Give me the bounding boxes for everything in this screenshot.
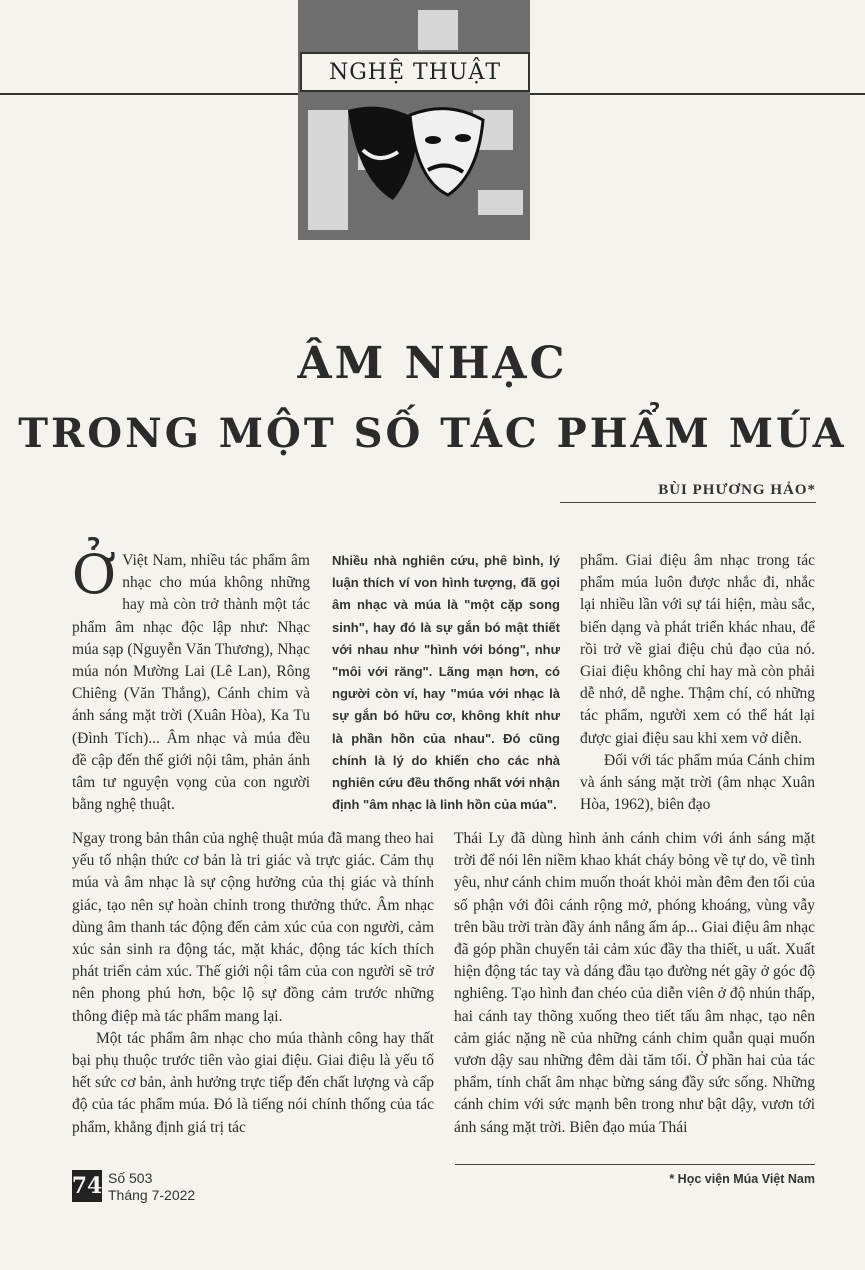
section-title: NGHỆ THUẬT bbox=[300, 52, 530, 92]
article-title-line-2: TRONG MỘT SỐ TÁC PHẨM MÚA bbox=[18, 410, 847, 457]
pull-quote: Nhiều nhà nghiên cứu, phê bình, lý luận thích ví von hình tượng, đã gọi âm nhạc và múa là "một cặp song sinh", hay đó là sự gắn bó mật thiết với nhau như "hình với bóng", như "môi với răng". Lãng mạn hơn, có người còn ví, hay "múa với nhạc là sự gắn bó hữu cơ, không khít như là phần hồn của nhau". Đó cũng chính là lý do khiến cho các nhà nghiên cứu đều thống nhất với nhận định "âm nhạc là linh hồn của múa". bbox=[332, 553, 560, 813]
column-3-top bbox=[580, 550, 815, 816]
drop-cap: Ở bbox=[72, 543, 117, 606]
column-1-body bbox=[72, 828, 434, 1139]
section-banner bbox=[298, 0, 530, 240]
theatre-masks-illustration bbox=[298, 0, 530, 240]
paragraph: Một tác phẩm âm nhạc cho múa thành công hay thất bại phụ thuộc trước tiên vào giai điệu. Giai điệu là yếu tố hết sức cơ bản, ảnh hưởng trực tiếp đến chất lượng và cấp độ của tác phẩm múa. Đó là tiếng nói chính thống của tác phẩm, khẳng định giá trị tác bbox=[72, 1029, 434, 1136]
paragraph: Ngay trong bản thân của nghệ thuật múa đã mang theo hai yếu tố nhận thức cơ bản là tri giác và trực giác. Cảm thụ múa và âm nhạc là sự cộng hưởng của thị giác và thính giác, tạo nên sự hoàn chỉnh trong thưởng thức. Âm nhạc dùng âm thanh tác động đến cảm xúc của con người, cảm xúc sản sinh ra động tác, mặt khác, động tác kích thích phát triển cảm xúc. Thế giới nội tâm của con người sẽ trở nên phong phú hơn, bộc lộ sự đồng cảm trước những thông điệp mà tác phẩm mang lại. bbox=[72, 830, 434, 1025]
column-3-body bbox=[454, 828, 815, 1139]
paragraph: phẩm. Giai điệu âm nhạc trong tác phẩm múa luôn được nhắc đi, nhắc lại nhiều lần với sự tái hiện, màu sắc, biến dạng và phát triển khác nhau, để rồi trở về giai điệu chủ đạo của nó. Giai điệu không chỉ hay mà còn phải dễ nhớ, dễ nghe. Thậm chí, có những tác phẩm, người xem có thể hát lại được giai điệu sau khi xem vở diễn. bbox=[580, 552, 815, 747]
author-byline: BÙI PHƯƠNG HẢO* bbox=[560, 482, 816, 503]
article-title-line-1: ÂM NHẠC bbox=[297, 338, 568, 389]
issue-info bbox=[108, 1170, 195, 1204]
paragraph: Đối với tác phẩm múa Cánh chim và ánh sáng mặt trời (âm nhạc Xuân Hòa, 1962), biên đạo bbox=[580, 751, 815, 814]
footnote: * Học viện Múa Việt Nam bbox=[669, 1172, 815, 1186]
column-1-intro bbox=[72, 543, 310, 816]
intro-paragraph: Việt Nam, nhiều tác phẩm âm nhạc cho múa không những hay mà còn trở thành một tác phẩm âm nhạc độc lập như: Nhạc múa sạp (Nguyễn Văn Thương), Nhạc múa nón Mường Lai (Lê Lan), Rông Chiêng (Văn Thắng), Cánh chim và ánh sáng mặt trời (Xuân Hòa), Ka Tu (Đình Tích)... Âm nhạc và múa đều đề cập đến thế giới nội tâm, phản ánh tâm tư nguyện vọng của con người bằng nghệ thuật. bbox=[72, 552, 310, 814]
footnote-rule bbox=[455, 1164, 815, 1165]
issue-date: Tháng 7-2022 bbox=[108, 1187, 196, 1203]
page-number: 74 bbox=[72, 1170, 102, 1202]
paragraph: Thái Ly đã dùng hình ảnh cánh chim với ánh sáng mặt trời để nói lên niềm khao khát cháy bỏng về tự do, về tình yêu, như cánh chim muốn thoát khỏi màn đêm đen tối của số phận với đôi cánh rộng mở, phóng khoáng, vùng vẫy trên bầu trời tràn đầy ánh nắng ấm áp... Giai điệu âm nhạc đã góp phần chuyển tải cảm xúc đầy tha thiết, u uất. Xuất hiện động tác tay và dáng đầu tạo đường nét gãy ở góc độ nghiêng. Tạo hình đan chéo của diễn viên ở độ nhún thấp, hai cánh tay thõng xuống theo tiết tấu âm nhạc, tạo nên cảm giác nặng nề của những cánh chim quẫn quại muốn vươn dậy sau những đêm dài tăm tối. Ở phần hai của tác phẩm, tính chất âm nhạc bừng sáng đầy sức sống. Những cánh chim với sức mạnh bên trong như bật dậy, vươn tới ánh sáng mặt trời. Biên đạo múa Thái bbox=[454, 830, 815, 1136]
issue-number: Số 503 bbox=[108, 1170, 153, 1186]
